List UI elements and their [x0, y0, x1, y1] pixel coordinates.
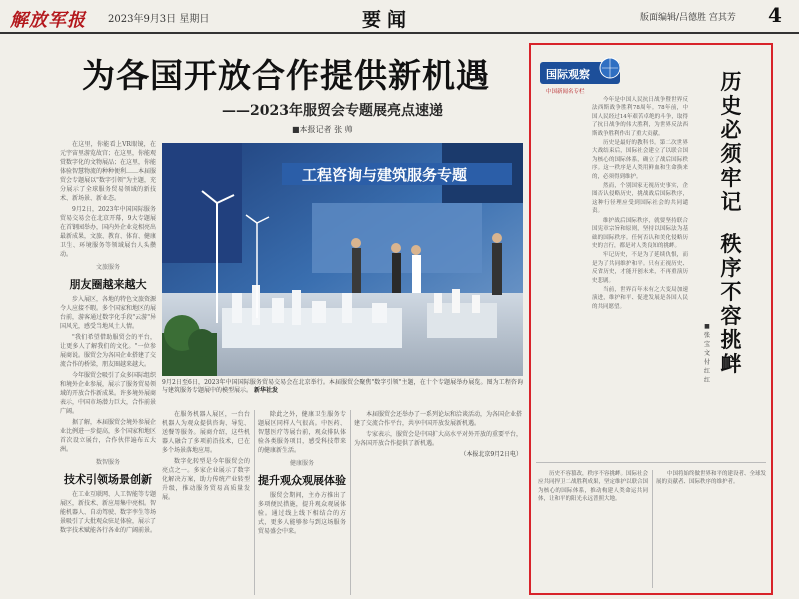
photo-credit: 新华社发 — [253, 387, 278, 394]
photo-caption — [162, 379, 523, 395]
page-number: 4 — [768, 3, 782, 27]
exhibition-photo-illustration — [162, 143, 523, 376]
paragraph: 服贸会期间，主办方推出了多项便民措施，提升观众观展体验。通过线上线下相结合的方式，更多人能够参与到这场服务贸易盛会中来。 — [258, 492, 346, 535]
paragraph: 今年服贸会吸引了众多国际组织和境外企业参展，展示了服务贸易领域的开放合作新成果。许多境外展商表示，中国市场潜力巨大，合作前景广阔。 — [60, 372, 156, 415]
paragraph: 步入展区，各地的特色文旅资源令人应接不暇。多个国家和地区的展台前，游客通过数字化手段"云游"异国风光，感受当地风土人情。 — [60, 296, 156, 330]
page-editors: 版面编辑/吕德胜 宫其芳 — [640, 13, 736, 23]
paragraph: 数字化转型是今年服贸会的亮点之一。多家企业展示了数字化解决方案，助力传统产业转型升级，推动服务贸易高质量发展。 — [162, 458, 250, 501]
feature-title-line-2: 秩序不容挑衅 — [720, 232, 742, 376]
header-rule — [0, 32, 799, 34]
paragraph: 专家表示，服贸会是中国扩大高水平对外开放的重要平台，为各国开放合作提供了新机遇。 — [354, 431, 522, 447]
article-column-3 — [162, 410, 250, 595]
paragraph: 牢记历史，不是为了延续仇恨，而是为了共同维护和平。只有正视历史、反省历史，才能开创未来，不再重演历史悲剧。 — [592, 252, 688, 284]
paragraph: 历史是最好的教科书。第二次世界大战结束后，国际社会建立了以联合国为核心的国际体系，确立了战后国际秩序。这一秩序是人类用鲜血和生命换来的，必须得到维护。 — [592, 140, 688, 180]
paragraph: 在工业互联网、人工智能等专题展区，新技术、新应用集中亮相。智能机器人、自动驾驶、数字孪生等场景吸引了大批观众驻足体验，展示了数字技术赋能各行各业的广阔前景。 — [60, 491, 156, 534]
globe-icon — [540, 56, 620, 98]
subhead-kicker: 健康服务 — [289, 460, 314, 467]
feature-column-3 — [538, 470, 648, 590]
feature-author: ■张宝文 付红红 — [703, 323, 710, 384]
feature-title — [716, 70, 746, 376]
feature-divider — [536, 462, 766, 463]
column-divider — [652, 470, 653, 588]
paragraph: "我们希望借助服贸会的平台，让更多人了解我们的文化。"一位参展商说。服贸会为各国企业搭建了交流合作的桥梁，朋友圈越来越大。 — [60, 334, 156, 368]
paragraph: 然而，个别国家无视历史事实，企图否认侵略历史，挑战战后国际秩序，这种行径理应受到国际社会的共同谴责。 — [592, 183, 688, 215]
subhead-tech-innovation: 技术引领场景创新 — [64, 473, 152, 486]
feature-column-2 — [538, 104, 588, 454]
subhead-kicker: 数智服务 — [95, 459, 120, 466]
column-logo — [540, 56, 620, 98]
feature-title-line-1: 历史必须牢记 — [720, 70, 742, 214]
exhibition-sign: 工程咨询与建筑服务专题 — [302, 166, 468, 184]
paragraph: 除此之外，健康卫生服务专题展区同样人气很高。中医药、智慧医疗等展台前，观众排队体验各类服务项目，感受科技带来的健康新生活。 — [258, 411, 346, 454]
paragraph: 9月2日，2023年中国国际服务贸易交易会在北京开幕，9大专题展在首钢园举办，国内外企业竞相亮出最新成果，文旅、教育、体育、健康卫生、环境服务等领域展台人头攒动。 — [60, 206, 156, 258]
dateline-note: （本报北京9月2日电） — [460, 451, 522, 458]
logo-title: 国际观察 — [546, 68, 590, 81]
paragraph: 在这里，你能看上VR眼镜，在元宇宙里游览故宫；在这里，你能观赏数字化的文物展品；在这里，你能体验智慧物流的种种便利……本届服贸会专题展以"数字引领"为主题，充分展示了全球服务贸易领域的新技术、新场景、新业态。 — [60, 141, 156, 202]
article-column-5 — [354, 410, 522, 595]
paragraph: 历史不容篡改，秩序不容挑衅。国际社会应共同捍卫二战胜利成果，坚定维护以联合国为核心的国际体系，推动构建人类命运共同体，让和平的阳光永远普照大地。 — [538, 471, 648, 503]
paragraph: 当前，世界百年未有之大变局加速演进，维护和平、促进发展是各国人民的共同愿望。 — [592, 286, 688, 310]
masthead-logo: 解放军报 — [10, 10, 86, 31]
column-divider — [254, 410, 255, 595]
article-column-1 — [60, 140, 156, 595]
logo-subtitle: 中国新闻名专栏 — [546, 89, 585, 95]
subhead-visitor-experience: 提升观众观展体验 — [258, 474, 346, 487]
paragraph: 据了解，本届服贸会境外参展企业比例进一步提高，多个国家和地区首次设立展台，合作伙伴遍布五大洲。 — [60, 419, 156, 453]
article-column-4 — [258, 410, 346, 595]
feature-column-1 — [592, 96, 688, 456]
main-subhead: ——2023年服贸会专题展亮点速递 — [222, 103, 443, 119]
paragraph: 维护战后国际秩序，就要坚持联合国宪章宗旨和原则，坚持以国际法为基础的国际秩序。任何否认和美化侵略历史的言行，都是对人类良知的挑衅。 — [592, 217, 688, 249]
paragraph: 本届服贸会还举办了一系列论坛和洽谈活动，为各国企业搭建了交流合作平台，共享中国开放发展新机遇。 — [354, 411, 522, 427]
subhead-friends-circle: 朋友圈越来越大 — [69, 278, 147, 291]
photo-caption-text: 9月2日至6日，2023年中国国际服务贸易交易会在北京举行。本届服贸会聚焦"数字引领"主题，在十个专题展举办展览。图为工程咨询与建筑服务专题展中的模型展示。 — [162, 379, 523, 394]
paragraph: 在服务机器人展区，一台台机器人为观众提供咨询、导览、送餐等服务。展商介绍，这些机器人融合了多项前沿技术，已在多个场景落地应用。 — [162, 411, 250, 454]
paragraph: 今年是中国人民抗日战争暨世界反法西斯战争胜利78周年。78年前，中国人民经过14年艰苦卓绝的斗争，取得了抗日战争的伟大胜利，为世界反法西斯战争胜利作出了重大贡献。 — [592, 97, 688, 137]
page-header — [0, 0, 799, 34]
exhibition-photo — [162, 143, 523, 376]
main-headline: 为各国开放合作提供新机遇 — [82, 56, 490, 95]
main-byline: ■本报记者 张 帅 — [292, 125, 353, 134]
feature-column-4 — [656, 470, 766, 590]
subhead-kicker: 文旅服务 — [95, 264, 120, 271]
paragraph: 中国将始终做世界和平的建设者、全球发展的贡献者、国际秩序的维护者。 — [656, 471, 766, 486]
column-divider — [350, 410, 351, 595]
issue-date: 2023年9月3日 星期日 — [108, 14, 210, 25]
section-title: 要闻 — [362, 9, 413, 31]
